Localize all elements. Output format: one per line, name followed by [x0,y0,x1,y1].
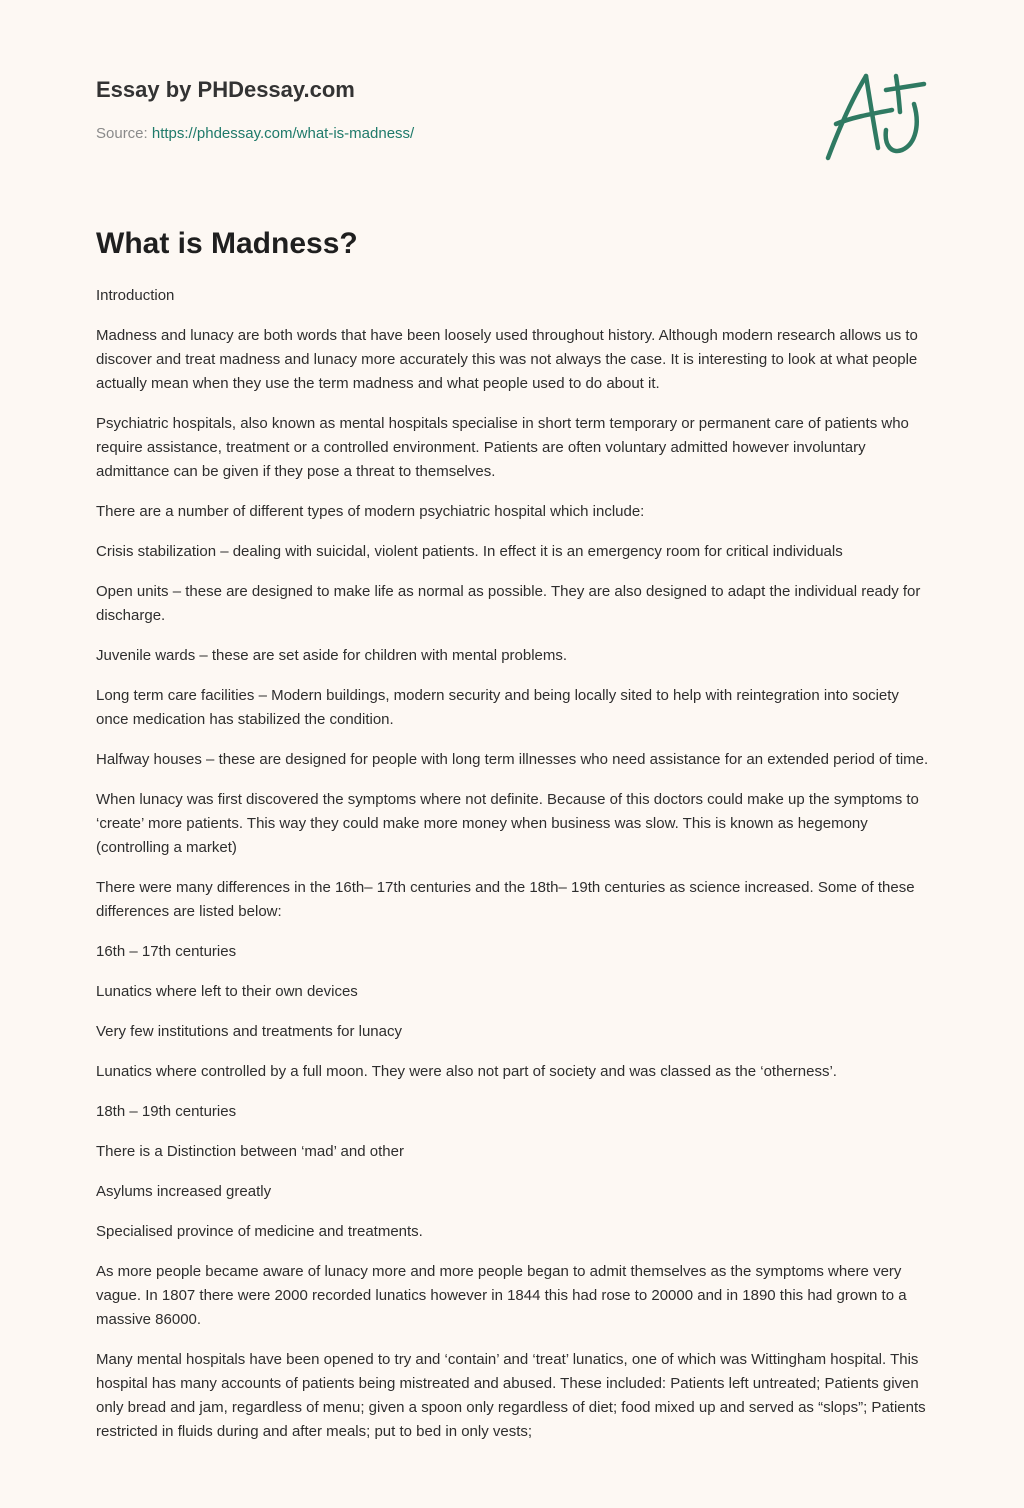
page-header [96,74,796,145]
paragraph: As more people became aware of lunacy more and more people began to admit themselves as the symptoms where very vague. In 1807 there were 2000 recorded lunatics however in 1844 this had rose to 20000 and in 1890 this had grown to a massive 86000. [96,1263,907,1328]
paragraph: Many mental hospitals have been opened to try and ‘contain’ and ‘treat’ lunatics, one of which was Wittingham hospital. This hospital has many accounts of patients being mistreated and abused. These included: Patients left untreated; Patients given only bread and jam, regardless of menu; given a spoon only regardless of diet; food mixed up and served as “slops”; Patients restricted in fluids during and after meals; put to bed in only vests; [96,1351,926,1440]
paragraph: Lunatics where controlled by a full moon. They were also not part of society and was classed as the ‘otherness’. [96,1063,837,1080]
paragraph: Very few institutions and treatments for lunacy [96,1023,402,1040]
a-plus-logo-icon [820,66,930,166]
paragraph: Introduction [96,287,175,304]
paragraph: Madness and lunacy are both words that have been loosely used throughout history. Although modern research allows us to discover and treat madness and lunacy more accurately this was not always the case. It is interesting to look at what people actually mean when they use the term madness and what people used to do about it. [96,327,918,392]
paragraph: There are a number of different types of modern psychiatric hospital which include: [96,503,645,520]
paragraph: Crisis stabilization – dealing with suicidal, violent patients. In effect it is an emergency room for critical individuals [96,543,843,560]
paragraph: 18th – 19th centuries [96,1103,237,1120]
paragraph: 16th – 17th centuries [96,943,237,960]
paragraph: Specialised province of medicine and treatments. [96,1223,423,1240]
paragraph: Lunatics where left to their own devices [96,983,358,1000]
paragraph: There is a Distinction between ‘mad’ and other [96,1143,404,1160]
paragraph: Juvenile wards – these are set aside for children with mental problems. [96,647,568,664]
paragraph: Long term care facilities – Modern buildings, modern security and being locally sited to help with reintegration into society once medication has stabilized the condition. [96,687,899,728]
source-label: Source: [96,125,152,142]
paragraph: Asylums increased greatly [96,1183,272,1200]
paragraph: Psychiatric hospitals, also known as mental hospitals specialise in short term temporary or permanent care of patients who require assistance, treatment or a controlled environment. Patients are often voluntary admitted however involuntary admittance can be given if they pose a threat to themselves. [96,415,909,480]
paragraph: Halfway houses – these are designed for people with long term illnesses who need assistance for an extended period of time. [96,751,929,768]
essay-body [96,284,930,1460]
paragraph: There were many differences in the 16th– 17th centuries and the 18th– 19th centuries as science increased. Some of these differences are listed below: [96,879,915,920]
paragraph: When lunacy was first discovered the symptoms where not definite. Because of this doctors could make up the symptoms to ‘create’ more patients. This way they could make more money when business was slow. This is known as hegemony (controlling a market) [96,791,919,856]
page-title: What is Madness? [96,227,358,260]
brand-title: Essay by PHDessay.com [96,77,355,102]
source-link[interactable]: https://phdessay.com/what-is-madness/ [151,125,415,142]
source-line [96,123,796,145]
paragraph: Open units – these are designed to make life as normal as possible. They are also designed to adapt the individual ready for discharge. [96,583,921,624]
